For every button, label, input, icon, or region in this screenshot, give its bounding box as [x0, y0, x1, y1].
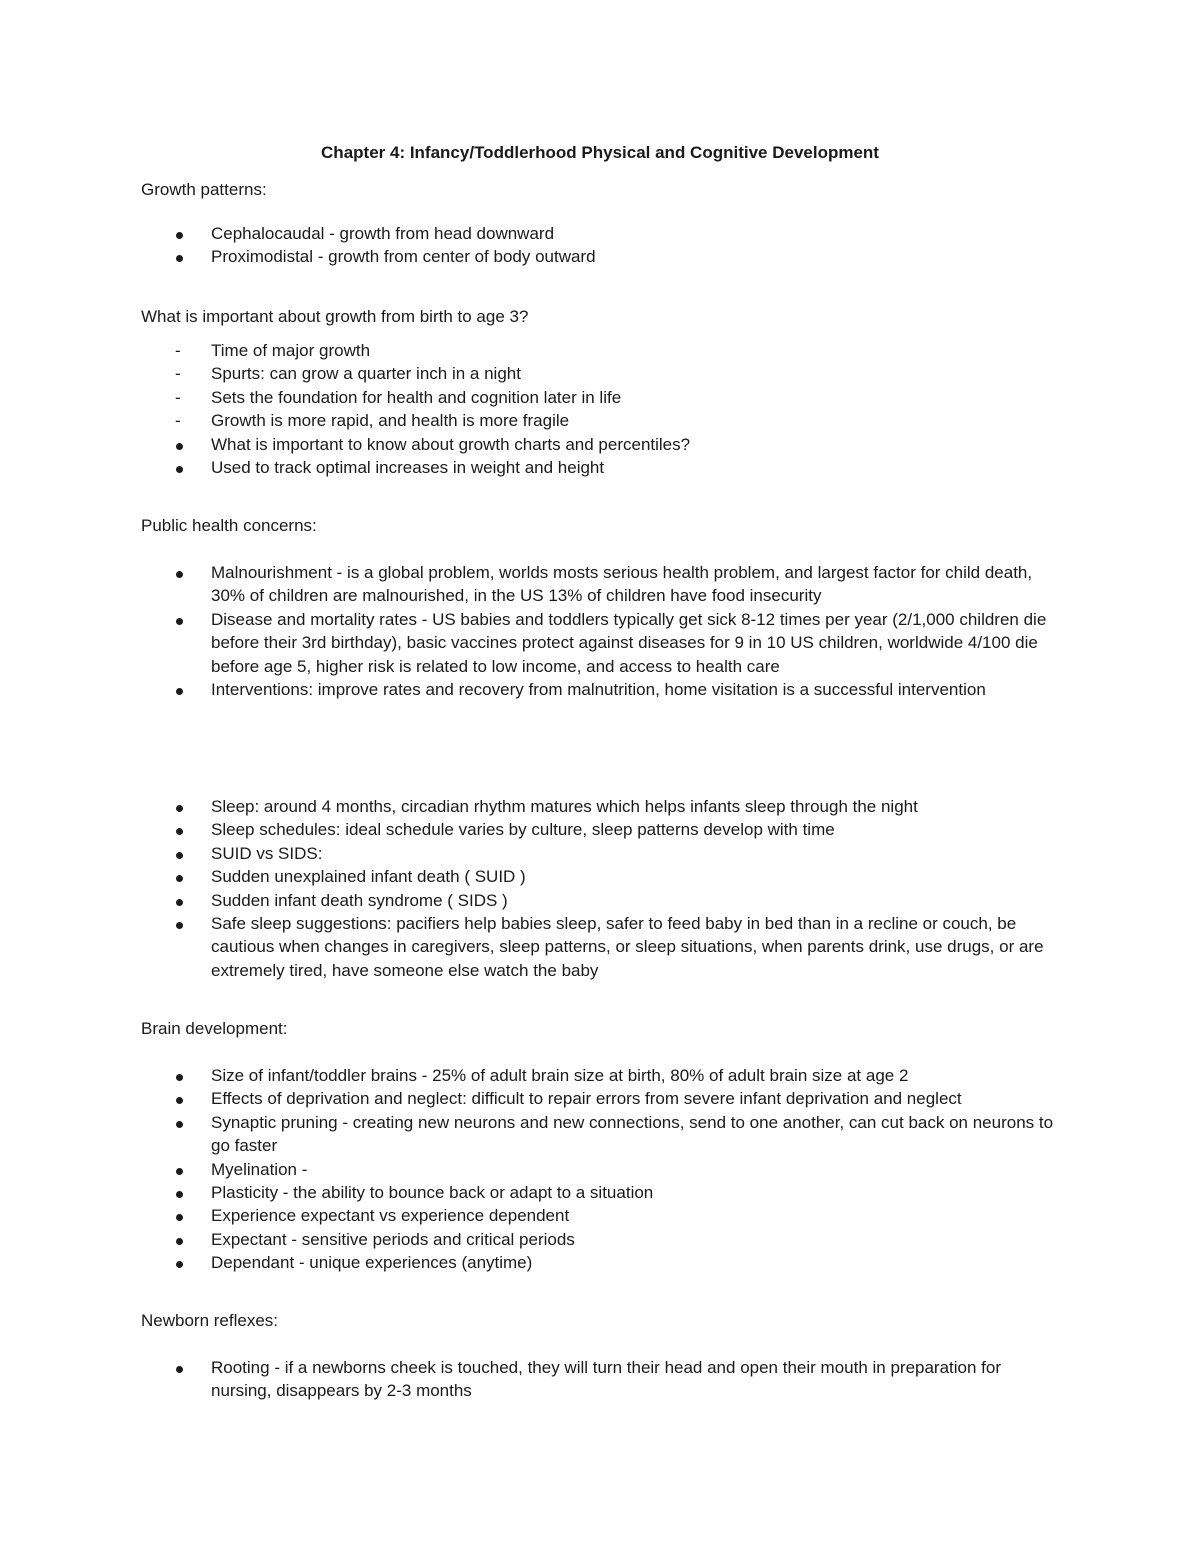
list-item-text: Malnourishment - is a global problem, worlds mosts serious health problem, and largest factor for child death, 30% of children are malnourished, in the US 13% of children have food insecurity	[211, 563, 1033, 606]
bullet-icon	[176, 805, 183, 812]
list-item-text: Dependant - unique experiences (anytime)	[211, 1253, 533, 1273]
bullet-icon	[176, 1366, 183, 1373]
list-item-text: Proximodistal - growth from center of body outward	[211, 247, 596, 267]
dash-bullet-icon: -	[175, 364, 181, 384]
list-item	[0, 795, 1200, 818]
list-item	[0, 433, 1200, 456]
list-item-text: Interventions: improve rates and recovery from malnutrition, home visitation is a successful intervention	[211, 680, 986, 700]
page-title: Chapter 4: Infancy/Toddlerhood Physical and Cognitive Development	[321, 143, 879, 162]
list-item	[0, 608, 1200, 678]
list-item-text: Rooting - if a newborns cheek is touched, they will turn their head and open their mouth in preparation for nursing, disappears by 2-3 months	[211, 1358, 1002, 1401]
list-item-text: Time of major growth	[211, 341, 371, 360]
list-item	[0, 339, 1200, 362]
list-item-text: Used to track optimal increases in weight and height	[211, 458, 605, 478]
list-item	[0, 1204, 1200, 1227]
section-heading-growth-importance: What is important about growth from birth to age 3?	[141, 307, 529, 326]
bullet-icon	[176, 875, 183, 882]
list-item	[0, 1158, 1200, 1181]
section-heading-newborn-reflexes: Newborn reflexes:	[141, 1311, 279, 1330]
list-item	[0, 889, 1200, 912]
bullet-icon	[176, 443, 183, 450]
list-item-text: SUID vs SIDS:	[211, 843, 323, 863]
bullet-icon	[176, 852, 183, 859]
list-item	[0, 842, 1200, 865]
list-item	[0, 1228, 1200, 1251]
bullet-icon	[176, 688, 183, 695]
list-public-health	[0, 561, 1200, 701]
section-heading-public-health: Public health concerns:	[141, 516, 317, 535]
bullet-icon	[176, 232, 183, 239]
list-growth-patterns	[0, 222, 1200, 269]
list-growth-importance	[0, 339, 1200, 479]
bullet-icon	[176, 618, 183, 625]
list-item	[0, 865, 1200, 888]
list-item-text: What is important to know about growth charts and percentiles?	[211, 434, 691, 454]
dash-bullet-icon: -	[175, 411, 181, 431]
bullet-icon	[176, 1121, 183, 1128]
bullet-icon	[176, 1238, 183, 1245]
list-item	[0, 678, 1200, 701]
list-item	[0, 456, 1200, 479]
bullet-icon	[176, 922, 183, 929]
list-item-text: Sleep schedules: ideal schedule varies by culture, sleep patterns develop with time	[211, 820, 835, 840]
list-item-text: Spurts: can grow a quarter inch in a night	[211, 364, 521, 384]
bullet-icon	[176, 1168, 183, 1175]
list-item-text: Sets the foundation for health and cognition later in life	[211, 387, 622, 407]
list-item	[0, 386, 1200, 409]
list-item	[0, 1181, 1200, 1204]
list-item	[0, 912, 1200, 982]
list-item	[0, 362, 1200, 385]
list-item	[0, 1087, 1200, 1110]
list-item-text: Effects of deprivation and neglect: difficult to repair errors from severe infant deprivation and neglect	[211, 1089, 962, 1109]
bullet-icon	[176, 1261, 183, 1268]
list-item	[0, 222, 1200, 245]
bullet-icon	[176, 1074, 183, 1081]
list-item	[0, 561, 1200, 608]
bullet-icon	[176, 1191, 183, 1198]
list-item	[0, 1111, 1200, 1158]
list-item-text: Plasticity - the ability to bounce back or adapt to a situation	[211, 1183, 654, 1203]
list-newborn-reflexes	[0, 1356, 1200, 1403]
list-item-text: Size of infant/toddler brains - 25% of adult brain size at birth, 80% of adult brain size at age 2	[211, 1066, 909, 1085]
bullet-icon	[176, 828, 183, 835]
list-item	[0, 1064, 1200, 1087]
list-item-text: Sudden unexplained infant death ( SUID )	[211, 867, 526, 887]
list-item	[0, 1356, 1200, 1403]
list-item-text: Cephalocaudal - growth from head downward	[211, 224, 555, 243]
list-item	[0, 1251, 1200, 1274]
section-heading-brain-development: Brain development:	[141, 1019, 288, 1038]
dash-bullet-icon: -	[175, 341, 181, 360]
list-item-text: Sudden infant death syndrome ( SIDS )	[211, 890, 508, 910]
list-item-text: Safe sleep suggestions: pacifiers help babies sleep, safer to feed baby in bed than in a recline or couch, be cautious when changes in caregivers, sleep patterns, or sleep situations, when parents drink, use drugs, or are extremely tired, have someone else watch the baby	[211, 914, 1044, 980]
list-item	[0, 818, 1200, 841]
bullet-icon	[176, 1097, 183, 1104]
dash-bullet-icon: -	[175, 387, 181, 407]
list-item-text: Growth is more rapid, and health is more fragile	[211, 411, 570, 431]
list-brain-development	[0, 1064, 1200, 1275]
list-item	[0, 245, 1200, 268]
bullet-icon	[176, 899, 183, 906]
bullet-icon	[176, 571, 183, 578]
list-item-text: Expectant - sensitive periods and critical periods	[211, 1229, 575, 1249]
list-item-text: Myelination -	[211, 1159, 308, 1179]
list-item-text: Synaptic pruning - creating new neurons and new connections, send to one another, can cut back on neurons to go faster	[211, 1112, 1054, 1156]
list-item-text: Disease and mortality rates - US babies and toddlers typically get sick 8-12 times per year (2/1,000 children die before their 3rd birthday), basic vaccines protect against diseases for 9 in 10 US children, worldwide 4/100 die before age 5, higher risk is related to low income, and access to health care	[211, 609, 1047, 676]
list-item-text: Sleep: around 4 months, circadian rhythm matures which helps infants sleep through the night	[211, 797, 918, 816]
list-sleep	[0, 795, 1200, 982]
bullet-icon	[176, 255, 183, 262]
list-item-text: Experience expectant vs experience dependent	[211, 1206, 570, 1226]
list-item	[0, 409, 1200, 432]
section-heading-growth-patterns: Growth patterns:	[141, 180, 267, 199]
bullet-icon	[176, 1214, 183, 1221]
bullet-icon	[176, 466, 183, 473]
